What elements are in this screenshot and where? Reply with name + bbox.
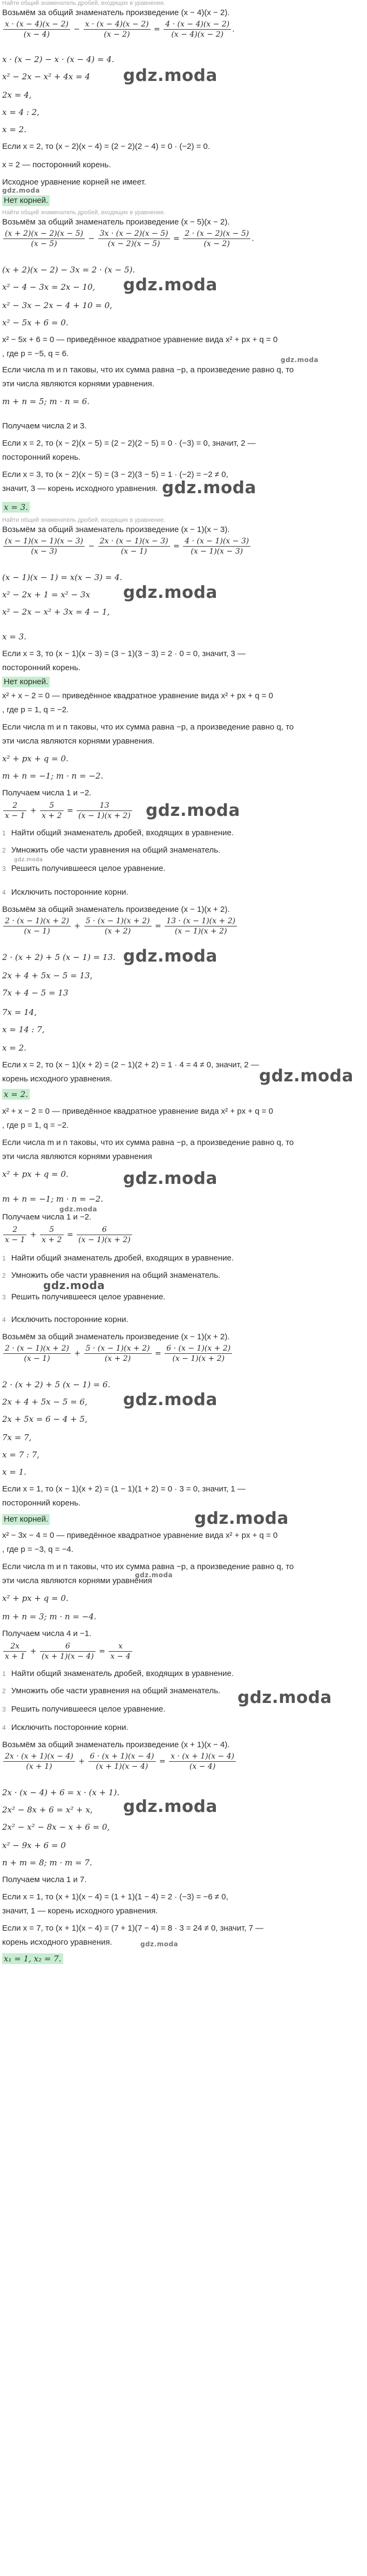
answer-highlight: x = 2. [2,1089,30,1100]
s2-line-8: эти числа являются корнями уравнения. [2,379,154,389]
watermark: gdz.moda [194,1509,289,1528]
s2-line-2: x² − 4 − 3x = 2x − 10, [2,282,96,292]
answer-highlight: Нет корней. [2,195,50,206]
s5-line-4: эти числа являются корнями уравнения [2,1152,152,1161]
s3-line-1: (x − 1)(x − 1) = x(x − 3) = 4. [2,573,123,582]
s5-answer [2,1514,50,1525]
s4-line-7: Получаем числа 1 и −2. [2,788,92,798]
s2-line-6: , где p = −5, q = 6. [2,349,69,358]
s6-line-5: x² + px + q = 0. [2,1593,69,1603]
s4-line-8: 2 · (x + 2) + 5 (x − 1) = 13. [2,952,115,962]
step-2: 2 Умножить обе части уравнения на общий знаменатель. [2,1686,221,1695]
s6-line-4: эти числа являются корнями уравнения [2,1576,152,1585]
s1-line-7: x = 2 — посторонний корень. [2,160,111,169]
s6-equation-0: $\frac{2x}{x + 1}$ + $\frac{6}{(x + 1)(x - 4)}$ = $\frac{x}{x - 4}$ [2,1641,133,1665]
watermark: gdz.moda [237,1688,332,1707]
s3-line-5: Если x = 3, то (x − 1)(x − 3) = (3 − 1)(3 − 3) = 2 · 0 = 0, значит, 3 — [2,649,246,658]
watermark: gdz.moda [146,801,240,820]
step-1: 1 Найти общий знаменатель дробей, входящих в уравнение. [2,1253,234,1263]
s6-line-7: Получаем числа 4 и −1. [2,1629,92,1638]
s5-equation: $\frac{2 \cdot (x - 1)(x + 2)}{(x - 1)}$ + $\frac{5 \cdot (x - 1)(x + 2)}{(x + 2)}$ = $\frac{6 \cdot (x - 1)(x + 2)}{(x - 1)(x + 2)}$ [2,1344,233,1376]
answer-highlight: Нет корней. [2,1514,50,1525]
s4-intro: Возьмём за общий знаменатель произведение (x − 1)(x + 2). [2,905,230,914]
s3-answer [2,677,50,687]
s6-line-13: Получаем числа 1 и 7. [2,1875,87,1884]
s5-line-2: , где p = 1, q = −2. [2,1121,69,1130]
s4-line-5: x² + px + q = 0. [2,754,69,764]
s6-line-8: 2x · (x − 4) + 6 = x · (x + 1). [2,1788,120,1797]
s1-line-6: Если x = 2, то (x − 2)(x − 4) = (2 − 2)(2 − 4) = 0 · (−2) = 0. [2,142,210,151]
s4-line-13: x = 2. [2,1043,26,1053]
s6-line-17: корень исходного уравнения. [2,1938,112,1947]
s6-answer [2,1953,63,1964]
watermark: gdz.moda [123,1390,218,1409]
s5-line-10: 2x + 5x = 6 − 4 + 5, [2,1414,87,1424]
s6-intro: Возьмём за общий знаменатель произведение (x + 1)(x − 4). [2,1740,230,1749]
s4-line-11: 7x = 14, [2,1007,37,1017]
s2-equation: $\frac{(x + 2)(x - 2)(x - 5)}{(x - 5)}$ − $\frac{3x \cdot (x - 2)(x - 5)}{(x - 2)(x - 5)}$ = $\frac{2 \cdot (x - 2)(x - 5)}{(x - 2)}$ . [2,229,254,261]
s4-line-15: корень исходного уравнения. [2,1074,112,1083]
s3-line-2: x² − 2x + 1 = x² − 3x [2,590,90,599]
step-4: 4 Исключить посторонние корни. [2,1315,128,1324]
s3-intro: Возьмём за общий знаменатель произведение (x − 1)(x − 3). [2,525,230,534]
step-4: 4 Исключить посторонние корни. [2,1723,128,1732]
s4-equation-0: $\frac{2}{x - 1}$ + $\frac{5}{x + 2}$ = $\frac{13}{(x - 1)(x + 2)}$ [2,801,133,824]
s6-line-10: 2x² − x² − 8x − x + 6 = 0, [2,1822,110,1832]
s2-line-1: (x + 2)(x − 2) − 3x = 2 · (x − 5). [2,265,135,275]
s1-intro: Возьмём за общий знаменатель произведение (x − 4)(x − 2). [2,8,230,17]
watermark-small: gdz.moda [135,1571,173,1579]
s5-line-13: x = 1. [2,1467,26,1477]
s4-equation: $\frac{2 \cdot (x - 1)(x + 2)}{(x - 1)}$ + $\frac{5 \cdot (x - 1)(x + 2)}{(x + 2)}$ = $\frac{13 \cdot (x - 1)(x + 2)}{(x - 1)(x + 2)}$ [2,916,238,949]
watermark-small: gdz.moda [2,187,40,194]
s4-line-6: m + n = −1; m · n = −2. [2,771,104,781]
s3-equation: $\frac{(x - 1)(x - 1)(x - 3)}{(x - 3)}$ − $\frac{2x \cdot (x - 1)(x - 3)}{(x - 1)}$ = $\frac{4 \cdot (x - 1)(x - 3)}{(x - 1)(x - 3)}$ [2,536,252,569]
step-3: 3 Решить получившееся целое уравнение. [2,1292,166,1301]
watermark: gdz.moda [123,946,218,966]
s2-line-4: x² − 5x + 6 = 0. [2,318,69,328]
faded-step-text: Найти общий знаменатель дробей, входящих в уравнение. [2,209,166,216]
s2-line-9: m + n = 5; m · n = 6. [2,397,90,406]
s5-line-14: Если x = 1, то (x − 1)(x + 2) = (1 − 1)(1 + 2) = 0 · 3 = 0, значит, 1 — [2,1484,246,1494]
s1-line-2: x² − 2x − x² + 4x = 4 [2,72,90,81]
watermark: gdz.moda [123,66,218,85]
watermark: gdz.moda [123,1797,218,1816]
faded-step-text: Найти общий знаменатель дробей, входящих в уравнение. [2,517,166,523]
s4-answer [2,1089,30,1100]
s2-answer [2,502,30,513]
s5-line-8: 2 · (x + 2) + 5 (x − 1) = 6. [2,1380,111,1389]
s2-line-7: Если числа m и n таковы, что их сумма равна −p, а произведение равно q, то [2,365,294,374]
s4-line-2: , где p = 1, q = −2. [2,705,69,714]
watermark: gdz.moda [43,1279,105,1292]
s6-line-2: , где p = −3, q = −4. [2,1545,73,1554]
step-4: 4 Исключить посторонние корни. [2,888,128,897]
s1-line-5: x = 2. [2,125,26,134]
s2-line-5: x² − 5x + 6 = 0 — приведённое квадратное уравнение вида x² + px + q = 0 [2,335,278,344]
s4-line-12: x = 14 : 7, [2,1025,45,1034]
s5-line-9: 2x + 4 + 5x − 5 = 6, [2,1397,87,1407]
s4-line-14: Если x = 2, то (x − 1)(x + 2) = (2 − 1)(2 + 2) = 1 · 4 = 4 ≠ 0, значит, 2 — [2,1060,259,1069]
s2-line-13: Если x = 3, то (x − 2)(x − 5) = (3 − 2)(3 − 5) = 1 · (−2) = −2 ≠ 0, [2,470,228,479]
s6-line-3: Если числа m и n таковы, что их сумма равна −p, а произведение равно q, то [2,1562,294,1571]
s1-answer [2,195,50,206]
s2-line-10: Получаем числа 2 и 3. [2,421,87,431]
watermark: gdz.moda [123,583,218,602]
s6-line-12: n + m = 8; m · m = 7. [2,1858,92,1868]
watermark: gdz.moda [259,1066,354,1086]
answer-highlight: Нет корней. [2,677,50,687]
s2-line-11: Если x = 2, то (x − 2)(x − 5) = (2 − 2)(2 − 5) = 0 · (−3) = 0, значит, 2 — [2,439,256,448]
s6-line-9: 2x² − 8x + 6 = x² + x, [2,1805,93,1815]
s4-line-4: эти числа являются корнями уравнения. [2,737,154,746]
s6-line-6: m + n = 3; m · n = −4. [2,1612,97,1621]
answer-highlight: x₁ = 1, x₂ = 7. [2,1953,63,1964]
s6-equation: $\frac{2x \cdot (x + 1)(x - 4)}{(x + 1)}$ + $\frac{6 \cdot (x + 1)(x - 4)}{(x + 1)(x - 4)}$ = $\frac{x \cdot (x + 1)(x - 4)}{(x - 4)}$ [2,1752,237,1784]
s6-line-1: x² − 3x − 4 = 0 — приведённое квадратное уравнение вида x² + px + q = 0 [2,1531,278,1540]
watermark: gdz.moda [162,478,256,498]
s3-line-6: посторонний корень. [2,663,81,672]
s2-intro: Возьмём за общий знаменатель произведение (x − 5)(x − 2). [2,217,230,227]
watermark-small: gdz.moda [14,857,43,863]
step-3: 3 Решить получившееся целое уравнение. [2,864,166,873]
answer-highlight: x = 3. [2,502,30,513]
faded-step-text: Найти общий знаменатель дробей, входящих в уравнение. [2,0,166,6]
s4-line-10: 7x + 4 − 5 = 13 [2,988,69,998]
s1-line-4: x = 4 : 2, [2,107,40,117]
s5-line-7: Получаем числа 1 и −2. [2,1212,92,1222]
s2-line-14: значит, 3 — корень исходного уравнения. [2,484,158,493]
watermark-small: gdz.moda [59,1205,98,1213]
watermark: gdz.moda [123,275,218,295]
s5-line-11: 7x = 7, [2,1433,32,1442]
s2-line-3: x² − 3x − 2x − 4 + 10 = 0, [2,301,112,310]
s6-line-11: x² − 9x + 6 = 0 [2,1841,66,1850]
s1-line-3: 2x = 4, [2,90,32,100]
s6-line-14: Если x = 1, то (x + 1)(x − 4) = (1 + 1)(1 − 4) = 2 · (−3) = −6 ≠ 0, [2,1892,228,1902]
step-1: 1 Найти общий знаменатель дробей, входящих в уравнение. [2,828,234,837]
s5-line-5: x² + px + q = 0. [2,1169,69,1179]
watermark-small: gdz.moda [281,356,319,364]
s4-line-3: Если числа m и n таковы, что их сумма равна −p, а произведение равно q, то [2,723,294,732]
step-3: 3 Решить получившееся целое уравнение. [2,1705,166,1714]
s6-line-15: значит, 1 — корень исходного уравнения. [2,1906,158,1916]
s3-line-3: x² − 2x − x² + 3x = 4 − 1, [2,607,110,617]
s2-line-12: посторонний корень. [2,453,81,462]
step-2: 2 Умножить обе части уравнения на общий знаменатель. [2,846,221,855]
s1-line-1: x · (x − 2) − x · (x − 4) = 4. [2,54,114,64]
s3-line-4: x = 3. [2,632,26,642]
watermark-small: gdz.moda [140,1940,179,1948]
s5-line-15: посторонний корень. [2,1498,81,1508]
s5-intro: Возьмём за общий знаменатель произведение (x − 1)(x + 2). [2,1332,230,1341]
s4-line-1: x² + x − 2 = 0 — приведённое квадратное уравнение вида x² + px + q = 0 [2,691,273,700]
s5-line-3: Если числа m и n таковы, что их сумма равна −p, а произведение равно q, то [2,1138,294,1147]
s5-line-1: x² + x − 2 = 0 — приведённое квадратное уравнение вида x² + px + q = 0 [2,1107,273,1116]
s6-line-16: Если x = 7, то (x + 1)(x − 4) = (7 + 1)(7 − 4) = 8 · 3 = 24 ≠ 0, значит, 7 — [2,1924,264,1933]
step-2: 2 Умножить обе части уравнения на общий знаменатель. [2,1271,221,1280]
s1-line-8: Исходное уравнение корней не имеет. [2,178,146,187]
watermark: gdz.moda [123,1169,218,1188]
s5-line-6: m + n = −1; m · n = −2. [2,1194,104,1204]
s4-line-9: 2x + 4 + 5x − 5 = 13, [2,971,93,980]
s5-equation-0: $\frac{2}{x - 1}$ + $\frac{5}{x + 2}$ = $\frac{6}{(x - 1)(x + 2)}$ [2,1225,133,1249]
s1-equation: $\frac{x \cdot (x - 4)(x - 2)}{(x - 4)}$ − $\frac{x \cdot (x - 4)(x - 2)}{(x - 2)}$ = $\frac{4 \cdot (x - 4)(x - 2)}{(x - 4)(x - 2)}$ . [2,19,235,52]
step-1: 1 Найти общий знаменатель дробей, входящих в уравнение. [2,1669,234,1678]
s5-line-12: x = 7 : 7, [2,1450,40,1460]
